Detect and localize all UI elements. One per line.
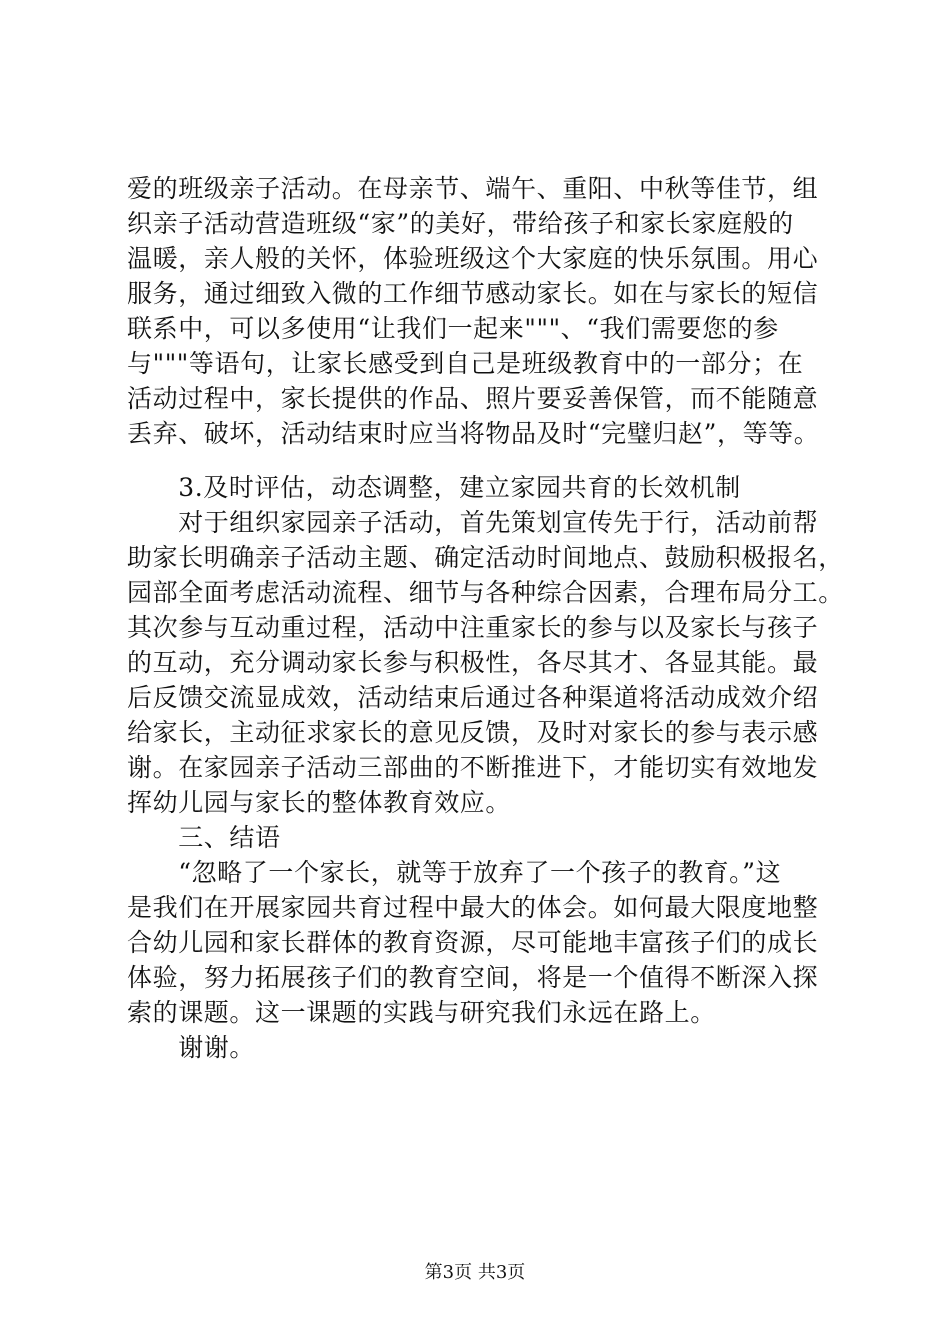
body-line: 合幼儿园和家长群体的教育资源，尽可能地丰富孩子们的成长 [127, 928, 819, 957]
closing-line: 谢谢。 [127, 1033, 256, 1062]
body-line: 联系中，可以多使用“让我们一起来"""、“我们需要您的参 [127, 314, 779, 343]
body-line: 丢弃、破坏，活动结束时应当将物品及时“完璧归赵”，等等。 [127, 419, 820, 448]
body-line: 索的课题。这一课题的实践与研究我们永远在路上。 [127, 998, 716, 1027]
body-line: 谢。在家园亲子活动三部曲的不断推进下，才能切实有效地发 [127, 753, 819, 782]
section-heading: 3.及时评估，动态调整，建立家园共育的长效机制 [127, 473, 741, 502]
body-line: 助家长明确亲子活动主题、确定活动时间地点、鼓励积极报名， [127, 543, 844, 572]
body-line: 活动过程中，家长提供的作品、照片要妥善保管，而不能随意 [127, 384, 819, 413]
body-line: 给家长，主动征求家长的意见反馈，及时对家长的参与表示感 [127, 718, 819, 747]
body-line: 温暖，亲人般的关怀，体验班级这个大家庭的快乐氛围。用心 [127, 244, 819, 273]
body-line: “忽略了一个家长，就等于放弃了一个孩子的教育。”这 [127, 858, 782, 887]
body-line: 其次参与互动重过程，活动中注重家长的参与以及家长与孩子 [127, 613, 819, 642]
body-line: 挥幼儿园与家长的整体教育效应。 [127, 788, 512, 817]
body-line: 后反馈交流显成效，活动结束后通过各种渠道将活动成效介绍 [127, 683, 819, 712]
body-line: 服务，通过细致入微的工作细节感动家长。如在与家长的短信 [127, 279, 819, 308]
page-footer: 第3页 共3页 [424, 1262, 526, 1283]
section-heading: 三、结语 [127, 823, 281, 852]
body-line: 是我们在开展家园共育过程中最大的体会。如何最大限度地整 [127, 893, 819, 922]
body-line: 园部全面考虑活动流程、细节与各种综合因素，合理布局分工。 [127, 578, 844, 607]
body-line: 与"""等语句，让家长感受到自己是班级教育中的一部分；在 [127, 349, 804, 378]
body-line: 织亲子活动营造班级“家”的美好，带给孩子和家长家庭般的 [127, 209, 794, 238]
body-line: 爱的班级亲子活动。在母亲节、端午、重阳、中秋等佳节，组 [127, 174, 819, 203]
body-line: 对于组织家园亲子活动，首先策划宣传先于行，活动前帮 [127, 508, 819, 537]
body-line: 的互动，充分调动家长参与积极性，各尽其才、各显其能。最 [127, 648, 819, 677]
body-line: 体验，努力拓展孩子们的教育空间，将是一个值得不断深入探 [127, 963, 819, 992]
